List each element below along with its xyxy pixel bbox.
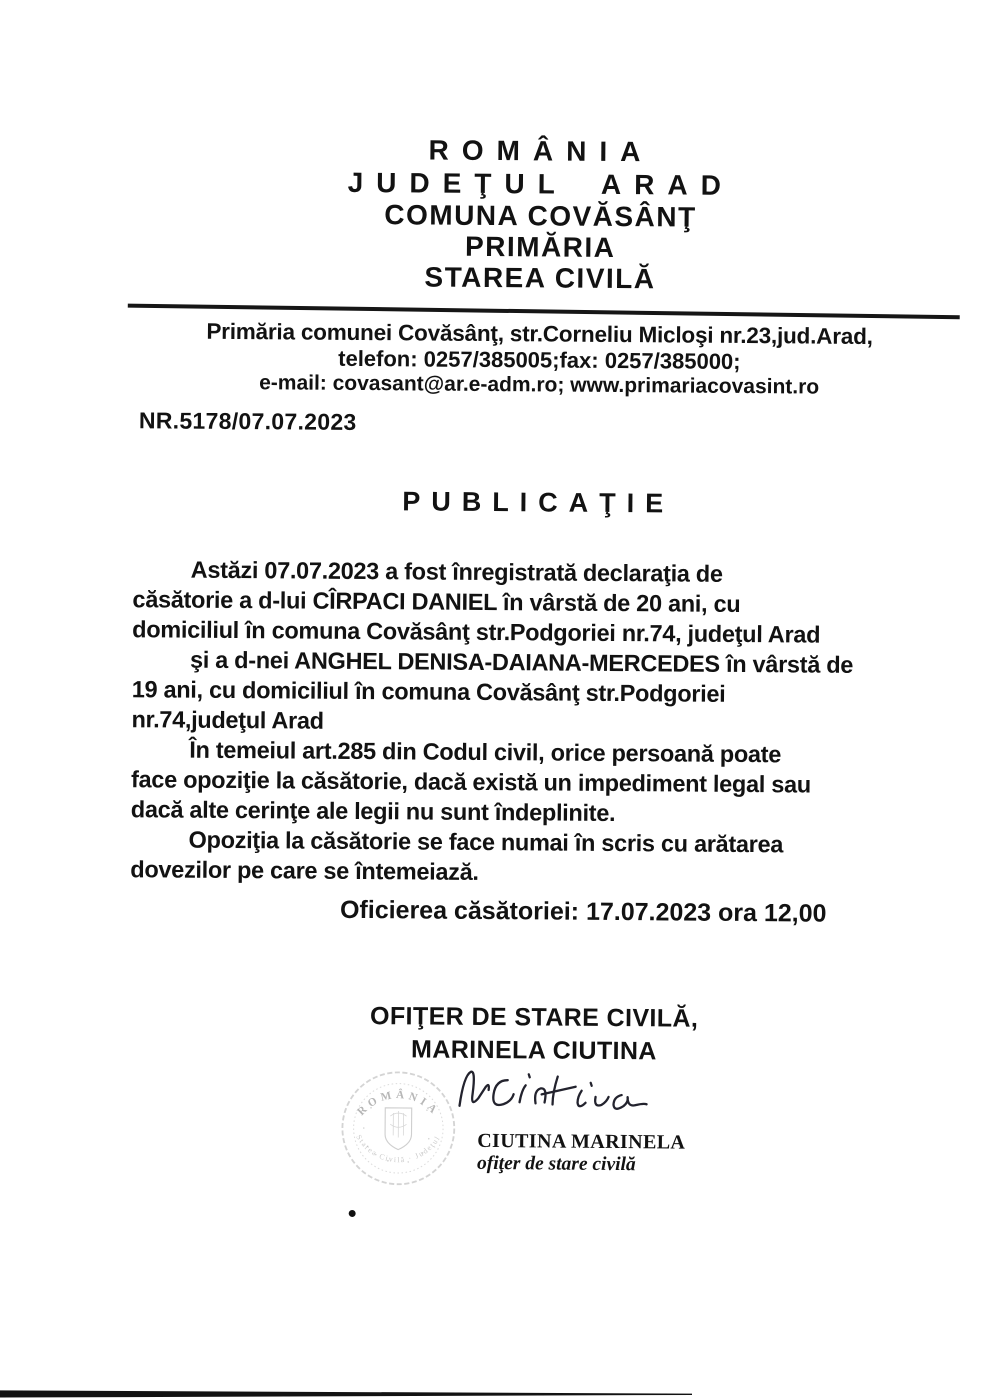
contact-address: Primăria comunei Covăsânţ, str.Corneliu Micloşi nr.23,jud.Arad,: [206, 318, 873, 350]
header-country: ROMÂNIA: [428, 134, 654, 168]
body-line: dacă alte cerinţe ale legii nu sunt îndeplinite.: [130, 796, 616, 826]
header-institution: PRIMĂRIA: [464, 230, 616, 263]
body-line: dovezilor pe care se întemeiază.: [130, 856, 479, 885]
header-county: JUDEŢUL ARAD: [347, 166, 734, 201]
body-line: domiciliul în comuna Covăsânţ str.Podgoriei nr.74, judeţul Arad: [132, 616, 821, 648]
body-text: [130, 554, 961, 890]
signed-name: CIUTINA MARINELA: [477, 1129, 686, 1154]
header-office: STAREA CIVILĂ: [424, 261, 656, 295]
header-divider-line: [128, 304, 960, 320]
officer-name: MARINELA CIUTINA: [410, 1035, 657, 1066]
stamp-top-text: ROMÂNIA: [355, 1088, 442, 1119]
contact-email-web: e-mail: covasant@ar.e-adm.ro; www.primariacovasint.ro: [259, 371, 820, 399]
body-line: face opoziţie la căsătorie, dacă există un impediment legal sau: [130, 766, 811, 798]
contact-phone-fax: telefon: 0257/385005;fax: 0257/385000;: [338, 345, 741, 374]
body-line: căsătorie a d-lui CÎRPACI DANIEL în vârstă de 20 ani, cu: [132, 586, 741, 617]
officer-title: OFIŢER DE STARE CIVILĂ,: [369, 1002, 699, 1033]
stamp-coat-of-arms: [385, 1108, 412, 1150]
body-line: şi a d-nei ANGHEL DENISA-DAIANA-MERCEDES în vârstă de: [189, 646, 854, 678]
svg-text:Starea Civilă · Judeţul: [354, 1133, 442, 1165]
signed-role: ofiţer de stare civilă: [476, 1152, 636, 1176]
body-line: În temeiul art.285 din Codul civil, orice persoană poate: [189, 736, 782, 768]
handwritten-signature: [445, 1054, 651, 1122]
body-line: Astăzi 07.07.2023 a fost înregistrată declaraţia de: [190, 556, 723, 587]
body-line: nr.74,judeţul Arad: [131, 706, 324, 734]
stamp-bottom-text: Starea Civilă · Judeţul: [354, 1133, 443, 1165]
ink-dot-artifact: [349, 1210, 356, 1217]
document-header: [90, 131, 990, 297]
body-line: Opoziţia la căsătorie se face numai în scris cu arătarea: [188, 826, 784, 858]
document-title: PUBLICAŢIE: [402, 486, 675, 519]
header-commune: COMUNA COVĂSÂNŢ: [384, 199, 697, 233]
body-line: 19 ani, cu domiciliul în comuna Covăsânţ str.Podgoriei: [131, 676, 726, 707]
official-round-stamp: [337, 1065, 460, 1192]
ceremony-date-line: Oficierea căsătoriei: 17.07.2023 ora 12,00: [339, 895, 827, 928]
contact-block: [89, 318, 990, 401]
registration-number: NR.5178/07.07.2023: [138, 407, 357, 435]
